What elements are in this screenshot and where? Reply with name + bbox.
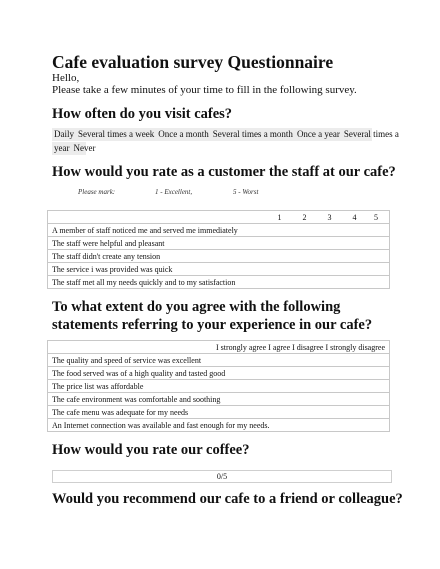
mark-worst: 5 - Worst xyxy=(233,188,259,196)
row-label: The cafe environment was comfortable and soothing xyxy=(48,393,390,406)
q1-option-never[interactable]: Never xyxy=(73,143,96,153)
row-label: The quality and speed of service was excellent xyxy=(48,354,390,367)
row-label: The cafe menu was adequate for my needs xyxy=(48,406,390,419)
table-header-row xyxy=(48,341,390,354)
q3-title-line2: statements referring to your experience in our cafe? xyxy=(52,317,373,333)
q3-title-line1: To what extent do you agree with the following xyxy=(52,299,341,315)
row-label: An Internet connection was available and fast enough for my needs. xyxy=(48,419,390,432)
q1-option-several-month[interactable]: Several times a month xyxy=(212,129,293,139)
q2-title: How would you rate as a customer the staff at our cafe? xyxy=(52,164,396,180)
row-label: The staff met all my needs quickly and to my satisfaction xyxy=(48,276,390,289)
mark-label: Please mark: xyxy=(78,188,116,196)
table-row[interactable] xyxy=(48,237,390,250)
intro-text: Please take a few minutes of your time to fill in the following survey. xyxy=(52,84,357,96)
q1-option-several-year[interactable]: Several times a xyxy=(343,129,399,139)
table-row[interactable] xyxy=(48,263,390,276)
row-label: The staff didn't create any tension xyxy=(48,250,390,263)
scale-1: 1 xyxy=(277,212,282,222)
table-row[interactable] xyxy=(48,250,390,263)
row-label: A member of staff noticed me and served me immediately xyxy=(48,224,390,237)
q1-option-daily[interactable]: Daily xyxy=(54,129,74,139)
table-row[interactable] xyxy=(48,419,390,432)
q1-title: How often do you visit cafes? xyxy=(52,106,233,122)
table-row[interactable] xyxy=(48,367,390,380)
q1-options xyxy=(52,128,399,156)
agreement-table xyxy=(47,340,390,432)
table-header-row xyxy=(48,211,390,224)
q1-option-year[interactable]: year xyxy=(54,143,70,153)
row-label: The food served was of a high quality and tasted good xyxy=(48,367,390,380)
table-row[interactable] xyxy=(48,276,390,289)
table-row[interactable] xyxy=(48,354,390,367)
row-label: The staff were helpful and pleasant xyxy=(48,237,390,250)
q1-options-row xyxy=(52,142,96,155)
table-row[interactable] xyxy=(48,406,390,419)
coffee-rating[interactable]: 0/5 xyxy=(52,470,392,483)
q1-option-once-month[interactable]: Once a month xyxy=(158,129,209,139)
scale-3: 3 xyxy=(327,212,332,222)
scale-5: 5 xyxy=(374,212,378,222)
table-row[interactable] xyxy=(48,380,390,393)
page-title: Cafe evaluation survey Questionnaire xyxy=(52,52,334,72)
agreement-scale: I strongly agree I agree I disagree I strongly disagree xyxy=(48,341,390,354)
table-row[interactable] xyxy=(48,393,390,406)
rating-scale xyxy=(48,211,390,224)
scale-2: 2 xyxy=(302,212,307,222)
row-label: The price list was affordable xyxy=(48,380,390,393)
staff-rating-table xyxy=(47,210,390,289)
greeting: Hello, xyxy=(52,72,80,84)
q1-options-row xyxy=(52,128,399,141)
q5-title: Would you recommend our cafe to a friend or colleague? xyxy=(52,491,403,507)
q1-option-several-week[interactable]: Several times a week xyxy=(78,129,155,139)
q4-title: How would you rate our coffee? xyxy=(52,442,250,458)
scale-4: 4 xyxy=(352,212,357,222)
q1-option-once-year[interactable]: Once a year xyxy=(296,129,340,139)
table-row[interactable] xyxy=(48,224,390,237)
row-label: The service i was provided was quick xyxy=(48,263,390,276)
mark-excellent: 1 - Excellent, xyxy=(155,188,193,196)
